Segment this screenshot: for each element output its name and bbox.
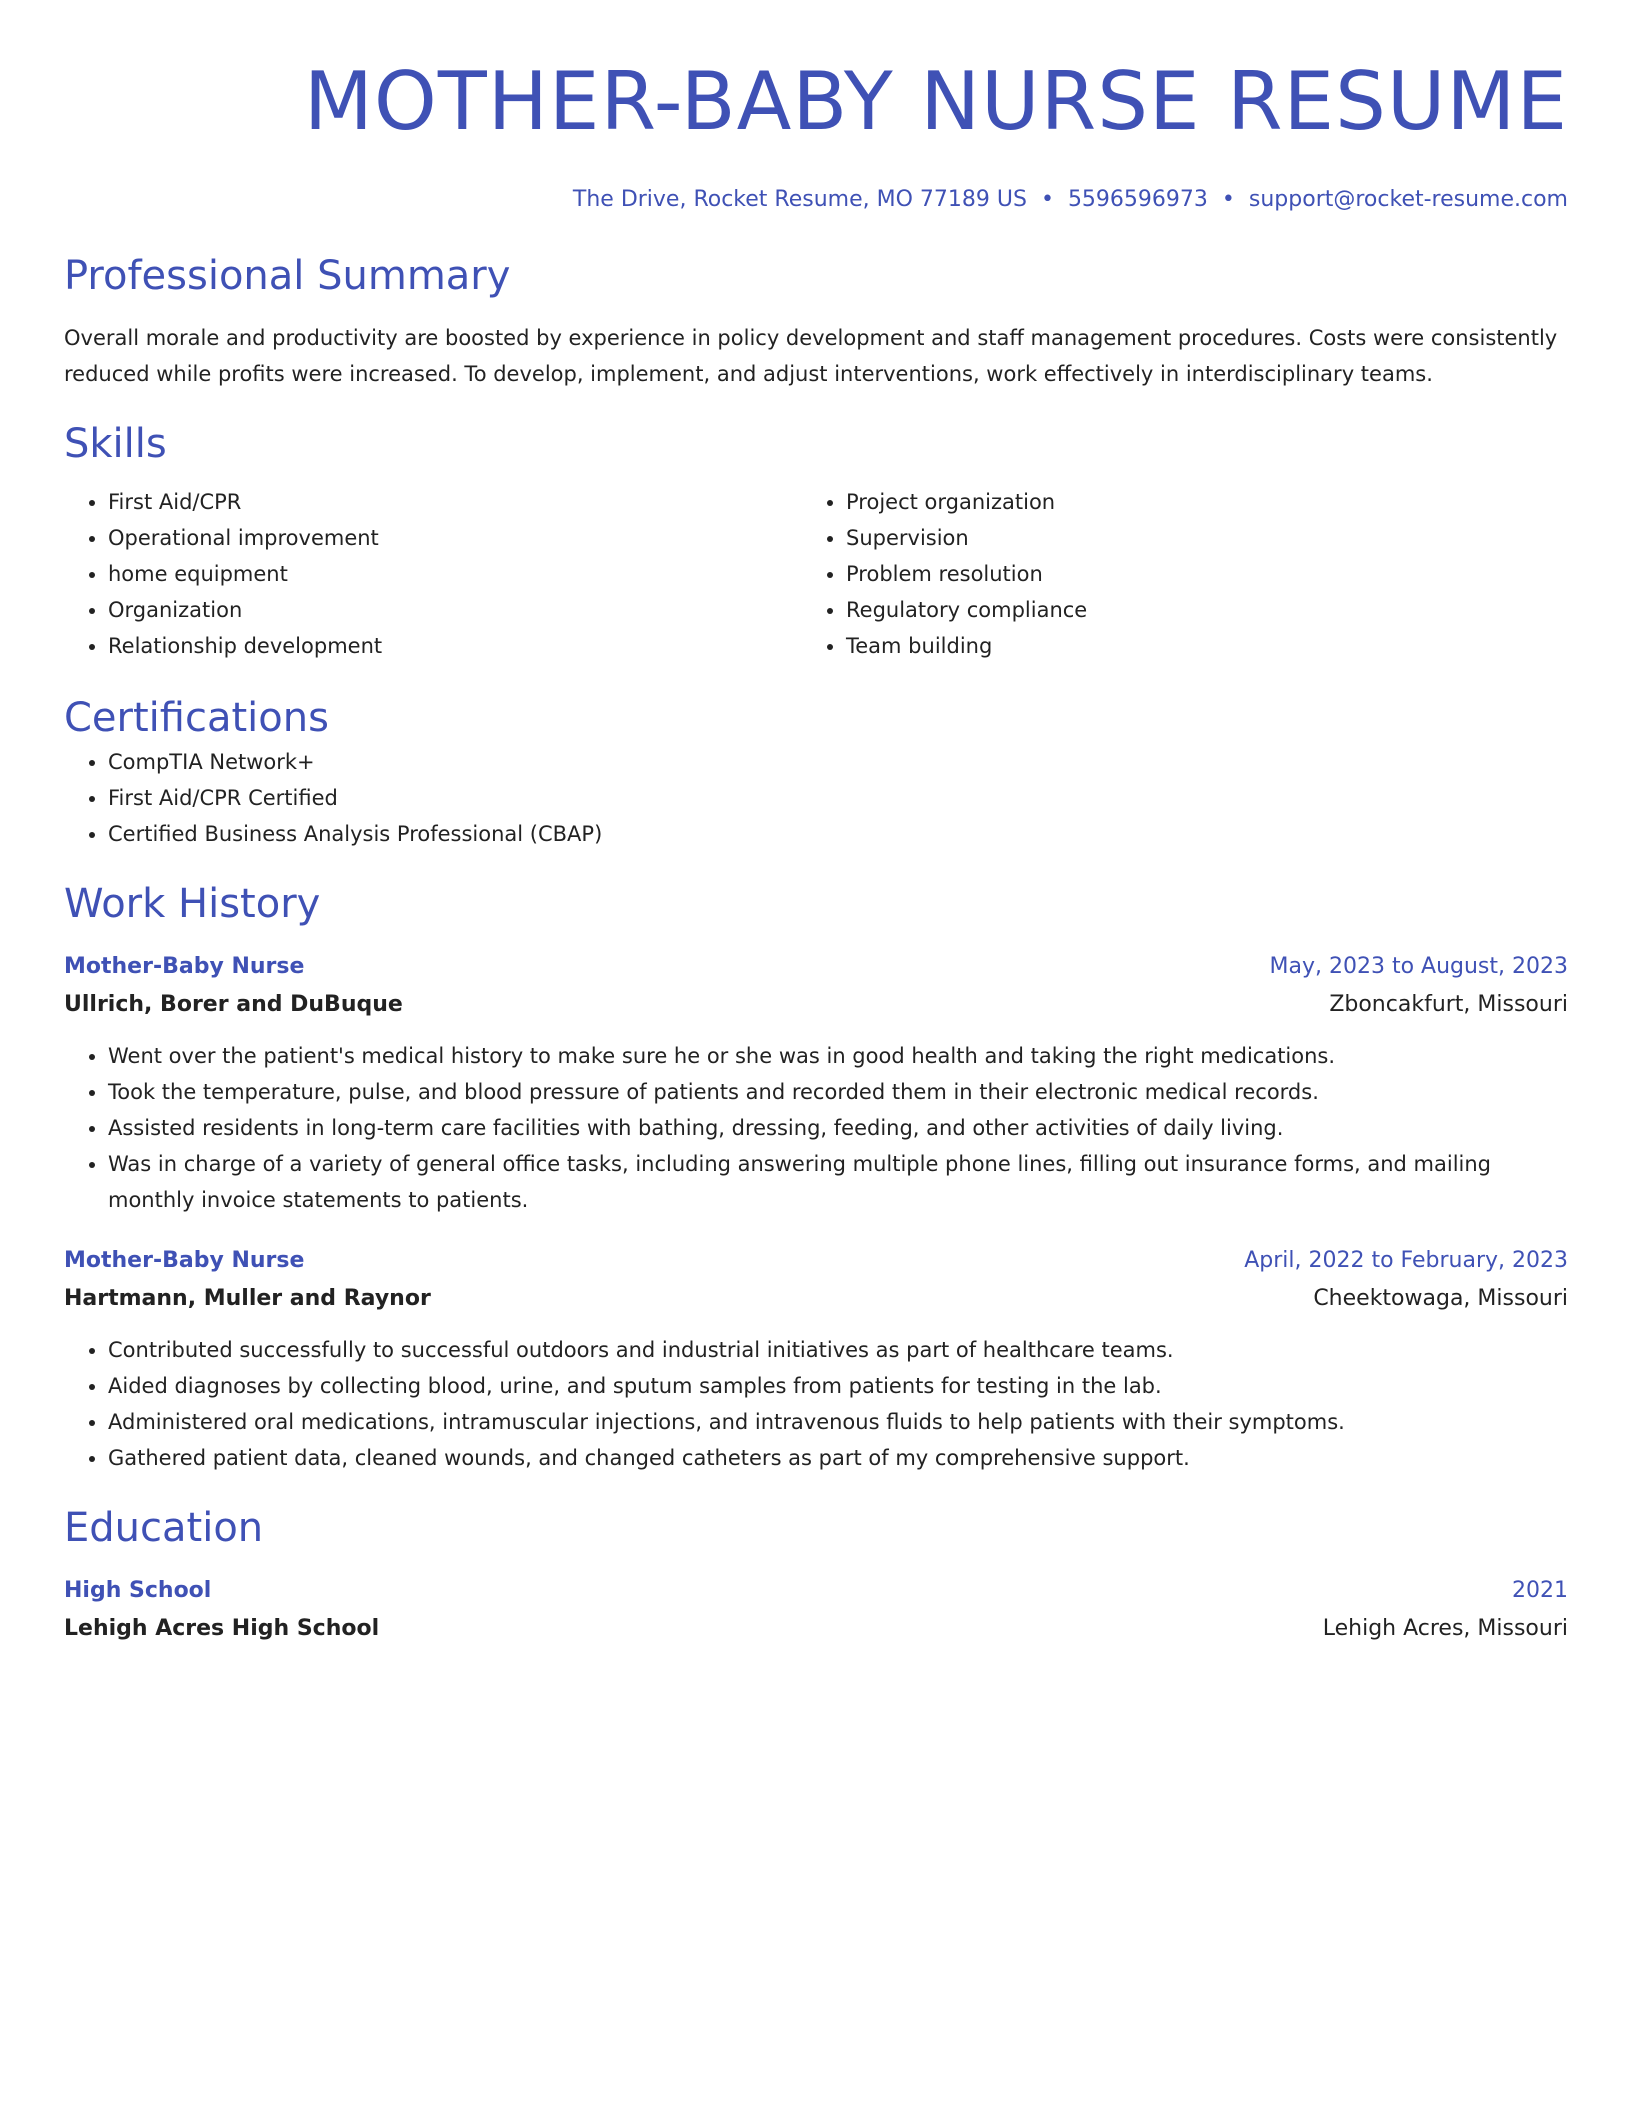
job-header-row [64,1242,1568,1280]
job-duty: • Administered oral medications, intramuscular injections, and intravenous fluids to help patients with their symptoms. [108,1404,1568,1440]
skill-item: • home equipment [108,556,802,592]
job-duties-list [64,1332,1568,1476]
job-company: Hartmann, Muller and Raynor [64,1286,431,1311]
job-dates: May, 2023 to August, 2023 [1269,954,1568,979]
job-header-row [64,948,1568,986]
certifications-list [64,744,1568,852]
job-title: Mother-Baby Nurse [64,954,305,979]
education-year: 2021 [1512,1578,1568,1603]
resume-header [64,0,1568,216]
contact-phone: 5596596973 [1067,187,1208,212]
skills-list-left [64,484,802,664]
skill-item: • Problem resolution [846,556,1568,592]
education-section [64,1502,1568,1648]
resume-title: MOTHER-BABY NURSE RESUME [303,55,1568,148]
contact-separator: • [1221,187,1235,212]
contact-email: support@rocket-resume.com [1248,187,1568,212]
job-company-row [64,986,1568,1024]
certification-item: • Certified Business Analysis Professional (CBAP) [108,816,1568,852]
contact-line [64,184,1568,216]
summary-section [64,250,1568,392]
skill-item: • Regulatory compliance [846,592,1568,628]
work-history-section [64,878,1568,1476]
job-duty: • Went over the patient's medical history to make sure he or she was in good health and taking the right medications. [108,1038,1568,1074]
certifications-heading: Certifications [64,695,329,741]
certifications-section [64,692,1568,852]
skill-item: • Project organization [846,484,1568,520]
summary-text: Overall morale and productivity are boosted by experience in policy development and staff management procedures. Costs were consistently reduced while profits were increased. To develop, implement, and adjust interventions, work effectively in interdisciplinary teams. [64,326,1558,386]
skills-grid [64,484,1568,664]
skills-list-right [802,484,1568,664]
job-dates: April, 2022 to February, 2023 [1244,1248,1568,1273]
job-duty: • Aided diagnoses by collecting blood, urine, and sputum samples from patients for testing in the lab. [108,1368,1568,1404]
education-location: Lehigh Acres, Missouri [1322,1616,1568,1641]
contact-address: The Drive, Rocket Resume, MO 77189 US [572,187,1027,212]
job-entry [64,948,1568,1218]
contact-separator: • [1040,187,1054,212]
job-duty: • Assisted residents in long-term care facilities with bathing, dressing, feeding, and other activities of daily living. [108,1110,1568,1146]
summary-heading: Professional Summary [64,253,511,299]
job-entry [64,1242,1568,1476]
job-duty: • Took the temperature, pulse, and blood pressure of patients and recorded them in their electronic medical records. [108,1074,1568,1110]
education-school-row [64,1610,1568,1648]
skill-item: • Operational improvement [108,520,802,556]
skills-heading: Skills [64,421,167,467]
education-entry [64,1572,1568,1648]
job-duty: • Gathered patient data, cleaned wounds, and changed catheters as part of my comprehensive support. [108,1440,1568,1476]
skills-section [64,418,1568,664]
certification-item: • First Aid/CPR Certified [108,780,1568,816]
skill-item: • Relationship development [108,628,802,664]
skill-item: • Supervision [846,520,1568,556]
job-duty: • Was in charge of a variety of general office tasks, including answering multiple phone lines, filling out insurance forms, and mailing monthly invoice statements to patients. [108,1146,1568,1218]
education-degree: High School [64,1578,212,1603]
job-duty: • Contributed successfully to successful outdoors and industrial initiatives as part of healthcare teams. [108,1332,1568,1368]
skill-item: • First Aid/CPR [108,484,802,520]
work-history-heading: Work History [64,881,321,927]
job-company-row [64,1280,1568,1318]
certification-item: • CompTIA Network+ [108,744,1568,780]
job-title: Mother-Baby Nurse [64,1248,305,1273]
job-location: Cheektowaga, Missouri [1313,1286,1568,1311]
job-duties-list [64,1038,1568,1218]
job-company: Ullrich, Borer and DuBuque [64,992,403,1017]
education-header-row [64,1572,1568,1610]
skill-item: • Team building [846,628,1568,664]
education-heading: Education [64,1505,264,1551]
education-school: Lehigh Acres High School [64,1616,380,1641]
job-location: Zboncakfurt, Missouri [1329,992,1568,1017]
skill-item: • Organization [108,592,802,628]
